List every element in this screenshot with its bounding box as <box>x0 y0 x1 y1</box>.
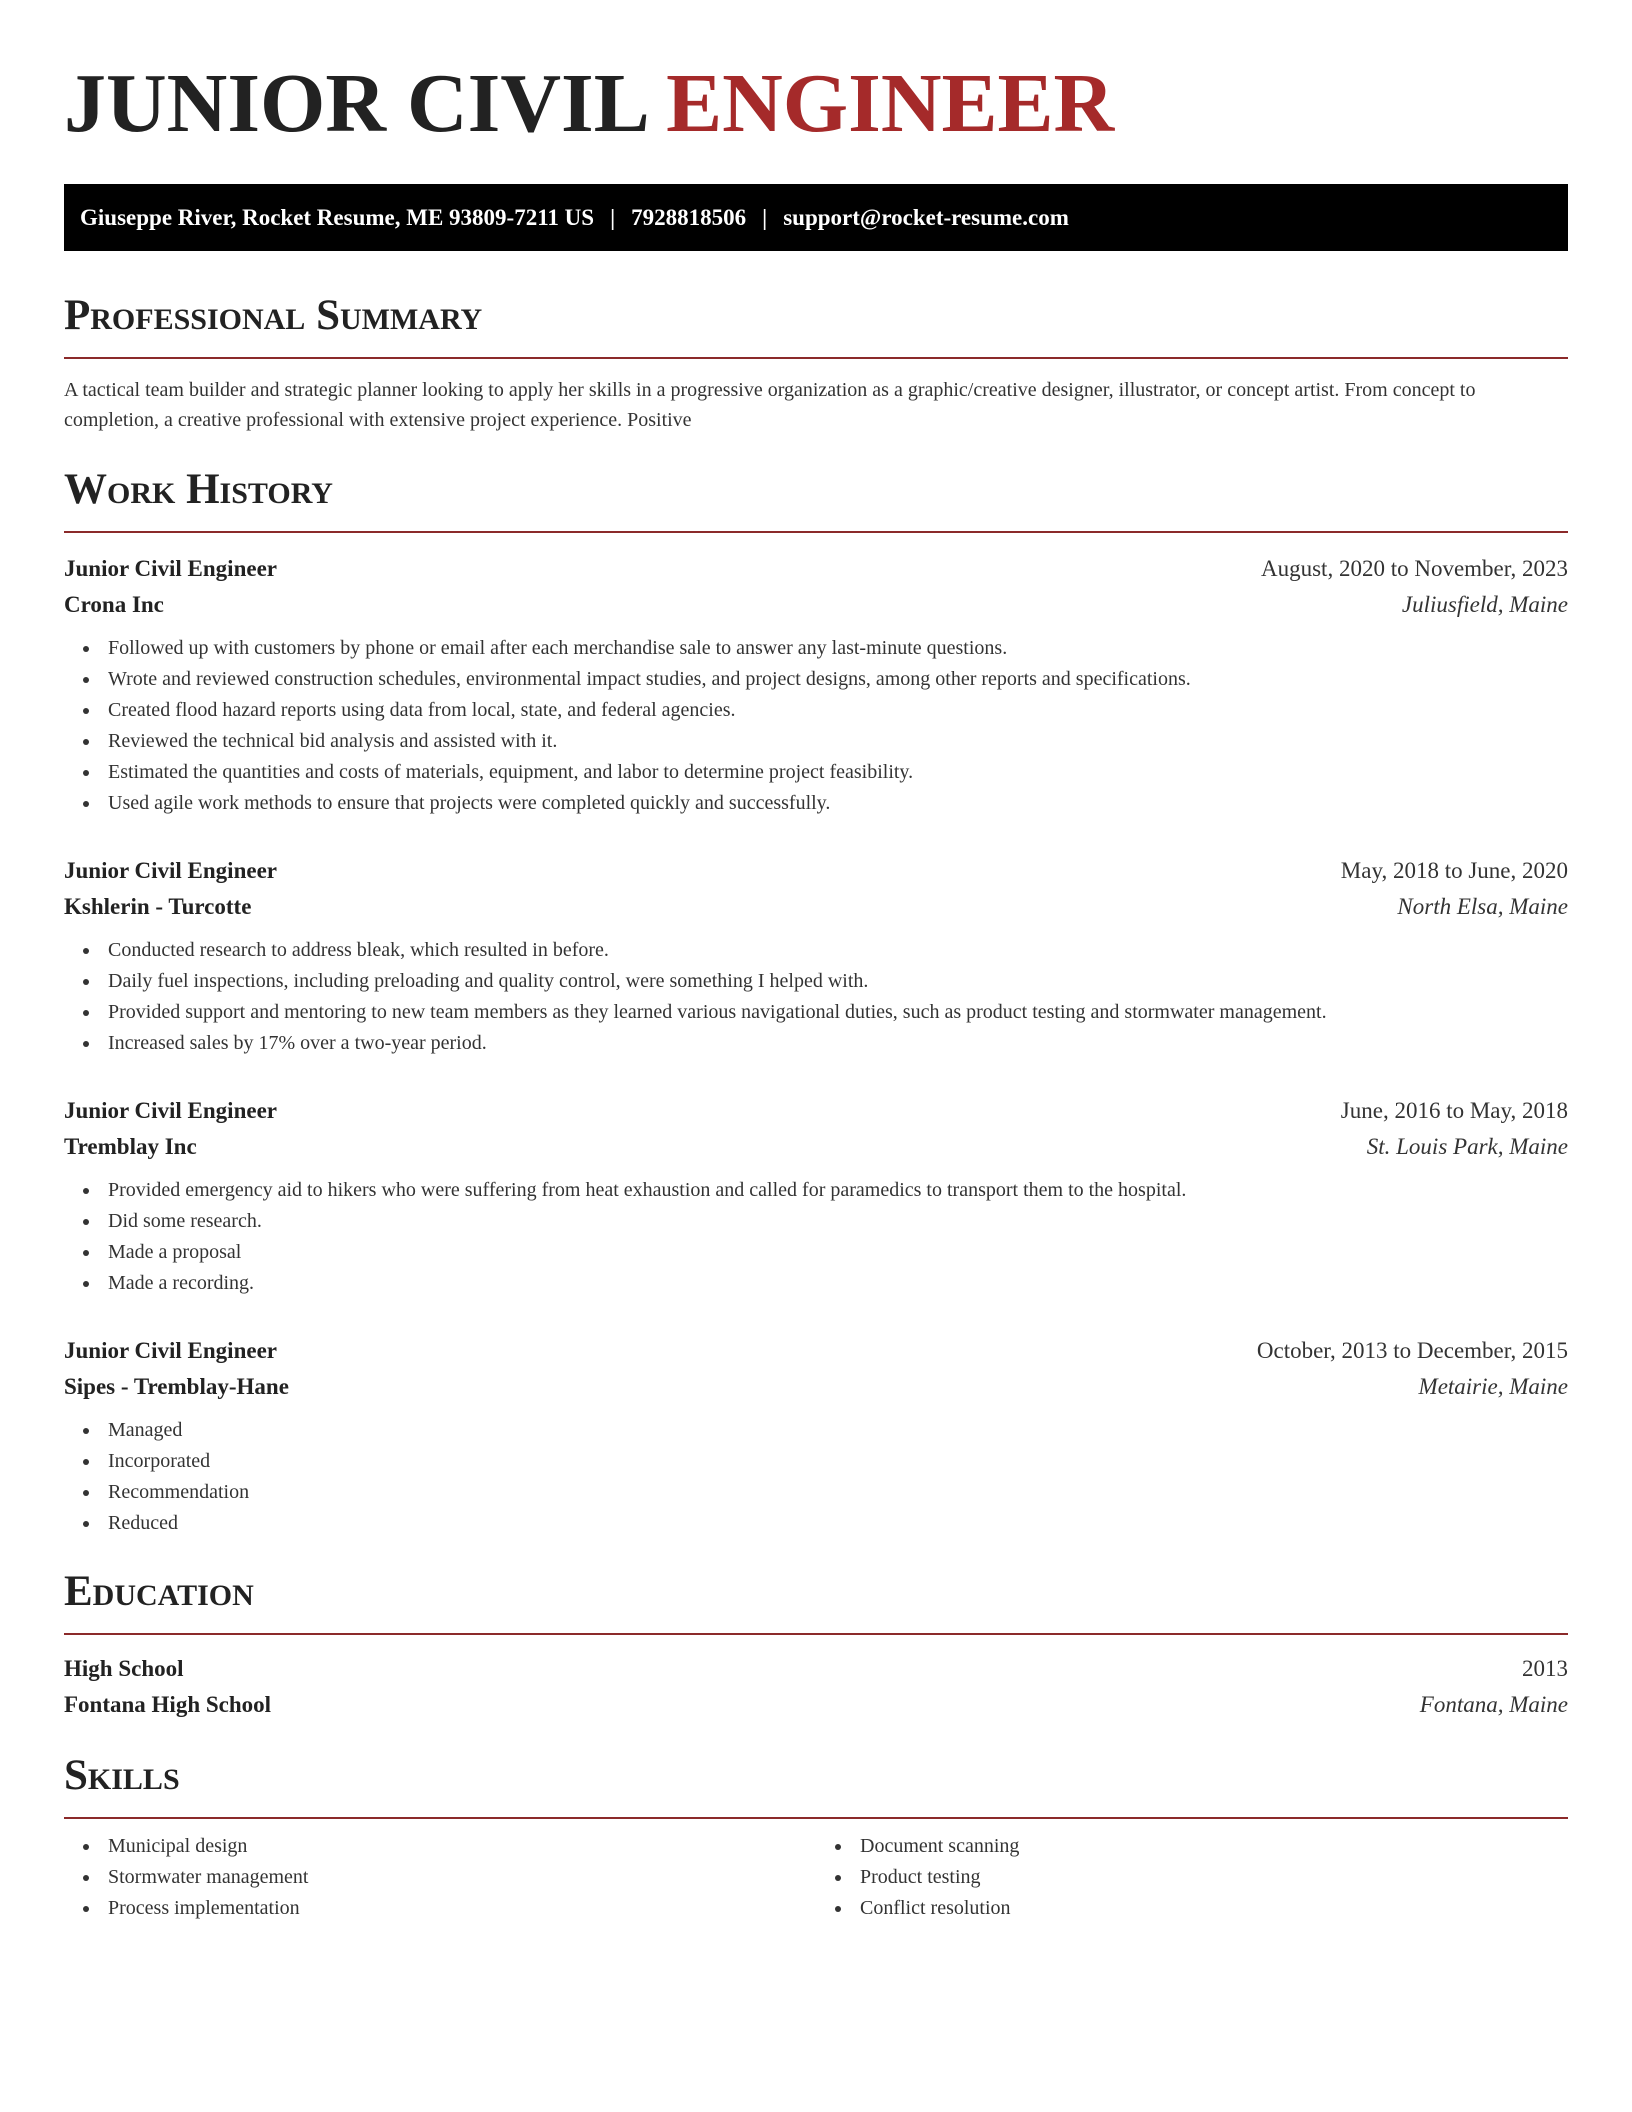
work-history-heading: Work History <box>64 466 333 513</box>
job-list <box>64 551 1568 1539</box>
job-entry <box>64 1093 1568 1299</box>
job-location: St. Louis Park, Maine <box>1366 1134 1568 1159</box>
job-bullet: Used agile work methods to ensure that projects were completed quickly and successfully. <box>108 788 1568 819</box>
job-bullet: Provided support and mentoring to new team members as they learned various navigational duties, such as product testing and stormwater management. <box>108 997 1568 1028</box>
job-bullet: Made a recording. <box>108 1268 1568 1299</box>
skill-item: Process implementation <box>108 1893 816 1924</box>
education-location: Fontana, Maine <box>1419 1692 1568 1717</box>
job-bullets <box>64 633 1568 819</box>
job-location: Juliusfield, Maine <box>1401 592 1568 617</box>
job-row-bottom <box>64 1369 1568 1405</box>
contact-bar <box>64 184 1568 251</box>
section-divider <box>64 531 1568 533</box>
contact-phone: 7928818506 <box>631 204 747 230</box>
job-row-top <box>64 1333 1568 1369</box>
section-divider <box>64 357 1568 359</box>
job-bullet: Managed <box>108 1415 1568 1446</box>
job-bullet: Made a proposal <box>108 1237 1568 1268</box>
job-title: Junior Civil Engineer <box>64 858 277 883</box>
job-entry <box>64 551 1568 819</box>
job-dates: October, 2013 to December, 2015 <box>1256 1338 1568 1363</box>
job-company: Kshlerin - Turcotte <box>64 894 252 919</box>
contact-email[interactable]: support@rocket-resume.com <box>783 204 1069 230</box>
job-entry <box>64 853 1568 1059</box>
skills-column-right <box>816 1831 1568 1924</box>
job-bullet: Did some research. <box>108 1206 1568 1237</box>
education-entry <box>64 1651 1568 1723</box>
job-bullet: Estimated the quantities and costs of materials, equipment, and labor to determine project feasibility. <box>108 757 1568 788</box>
job-title: Junior Civil Engineer <box>64 1098 277 1123</box>
section-divider <box>64 1633 1568 1635</box>
education-row-top <box>64 1651 1568 1687</box>
job-row-bottom <box>64 889 1568 925</box>
job-bullets <box>64 1175 1568 1299</box>
education-row-bottom <box>64 1687 1568 1723</box>
job-title: Junior Civil Engineer <box>64 1338 277 1363</box>
education-year: 2013 <box>1522 1656 1568 1681</box>
skills-heading: Skills <box>64 1752 180 1799</box>
skills-grid <box>64 1831 1568 1924</box>
skill-item: Stormwater management <box>108 1862 816 1893</box>
job-row-top <box>64 551 1568 587</box>
job-entry <box>64 1333 1568 1539</box>
education-school: Fontana High School <box>64 1692 272 1717</box>
job-bullet: Provided emergency aid to hikers who were suffering from heat exhaustion and called for paramedics to transport them to the hospital. <box>108 1175 1568 1206</box>
job-company: Sipes - Tremblay-Hane <box>64 1374 289 1399</box>
job-company: Tremblay Inc <box>64 1134 197 1159</box>
title-accent: ENGINEER <box>666 57 1115 150</box>
job-bullet: Conducted research to address bleak, which resulted in before. <box>108 935 1568 966</box>
job-bullet: Increased sales by 17% over a two-year period. <box>108 1028 1568 1059</box>
job-bullet: Reviewed the technical bid analysis and assisted with it. <box>108 726 1568 757</box>
job-row-bottom <box>64 1129 1568 1165</box>
education-degree: High School <box>64 1656 184 1681</box>
job-dates: June, 2016 to May, 2018 <box>1340 1098 1568 1123</box>
job-bullets <box>64 935 1568 1059</box>
job-bullet: Incorporated <box>108 1446 1568 1477</box>
job-bullet: Daily fuel inspections, including preloading and quality control, were something I helped with. <box>108 966 1568 997</box>
job-title: Junior Civil Engineer <box>64 556 277 581</box>
skill-item: Document scanning <box>860 1831 1568 1862</box>
job-bullet: Recommendation <box>108 1477 1568 1508</box>
job-bullet: Reduced <box>108 1508 1568 1539</box>
contact-separator: | <box>762 204 768 230</box>
job-bullet: Created flood hazard reports using data from local, state, and federal agencies. <box>108 695 1568 726</box>
job-row-bottom <box>64 587 1568 623</box>
job-dates: August, 2020 to November, 2023 <box>1261 556 1568 581</box>
summary-heading: Professional Summary <box>64 292 483 339</box>
job-row-top <box>64 1093 1568 1129</box>
contact-separator: | <box>610 204 616 230</box>
education-heading: Education <box>64 1568 254 1615</box>
job-bullet: Wrote and reviewed construction schedules, environmental impact studies, and project designs, among other reports and specifications. <box>108 664 1568 695</box>
skills-column-left <box>64 1831 816 1924</box>
contact-address: Giuseppe River, Rocket Resume, ME 93809-7211 US <box>80 204 595 230</box>
job-bullets <box>64 1415 1568 1539</box>
skill-item: Product testing <box>860 1862 1568 1893</box>
skill-item: Municipal design <box>108 1831 816 1862</box>
resume-title <box>64 54 1568 154</box>
title-main: JUNIOR CIVIL <box>64 57 646 150</box>
job-location: Metairie, Maine <box>1418 1374 1568 1399</box>
section-divider <box>64 1817 1568 1819</box>
summary-text: A tactical team builder and strategic planner looking to apply her skills in a progressive organization as a graphic/creative designer, illustrator, or concept artist. From concept to completion, a creative professional with extensive project experience. Positive <box>64 379 1476 431</box>
skill-item: Conflict resolution <box>860 1893 1568 1924</box>
job-location: North Elsa, Maine <box>1397 894 1568 919</box>
job-bullet: Followed up with customers by phone or email after each merchandise sale to answer any last-minute questions. <box>108 633 1568 664</box>
job-row-top <box>64 853 1568 889</box>
job-company: Crona Inc <box>64 592 164 617</box>
job-dates: May, 2018 to June, 2020 <box>1340 858 1568 883</box>
